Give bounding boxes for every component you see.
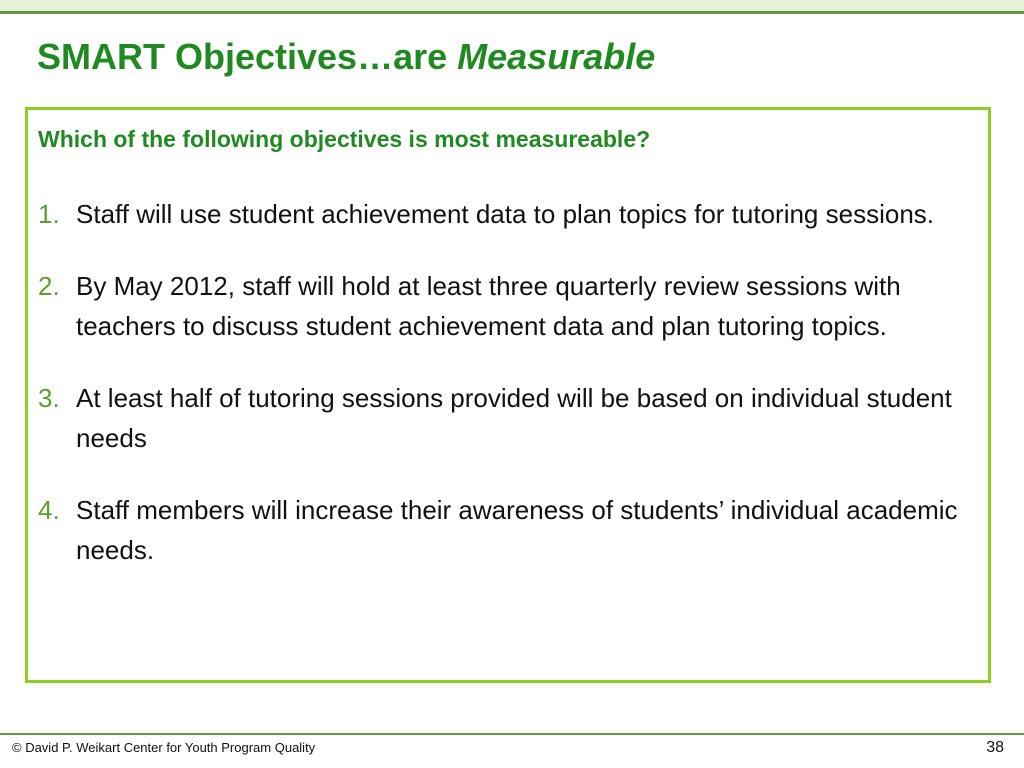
option-number: 1.	[38, 199, 60, 229]
slide-title	[37, 36, 655, 77]
option-number: 4.	[38, 495, 60, 525]
option-number: 2.	[38, 271, 60, 301]
header-band	[0, 0, 1024, 11]
option-item-2	[38, 266, 973, 346]
option-text: By May 2012, staff will hold at least three quarterly review sessions with teachers to discuss student achievement data and plan tutoring topics.	[76, 271, 901, 341]
option-number: 3.	[38, 383, 60, 413]
footer-copyright: © David P. Weikart Center for Youth Program Quality	[12, 740, 316, 755]
footer-rule	[0, 733, 1024, 735]
option-item-4	[38, 490, 973, 570]
option-text: At least half of tutoring sessions provided will be based on individual student needs	[76, 383, 952, 453]
header-rule	[0, 11, 1024, 14]
option-item-1	[38, 194, 973, 234]
option-text: Staff will use student achievement data to plan topics for tutoring sessions.	[76, 199, 934, 229]
options-list	[38, 194, 973, 602]
title-prefix: SMART Objectives…are	[37, 36, 458, 77]
page-number: 38	[986, 739, 1004, 756]
content-box	[25, 107, 991, 683]
question-text: Which of the following objectives is most measureable?	[38, 126, 651, 152]
option-text: Staff members will increase their awareness of students’ individual academic needs.	[76, 495, 958, 565]
title-emphasis: Measurable	[457, 36, 656, 77]
option-item-3	[38, 378, 973, 458]
